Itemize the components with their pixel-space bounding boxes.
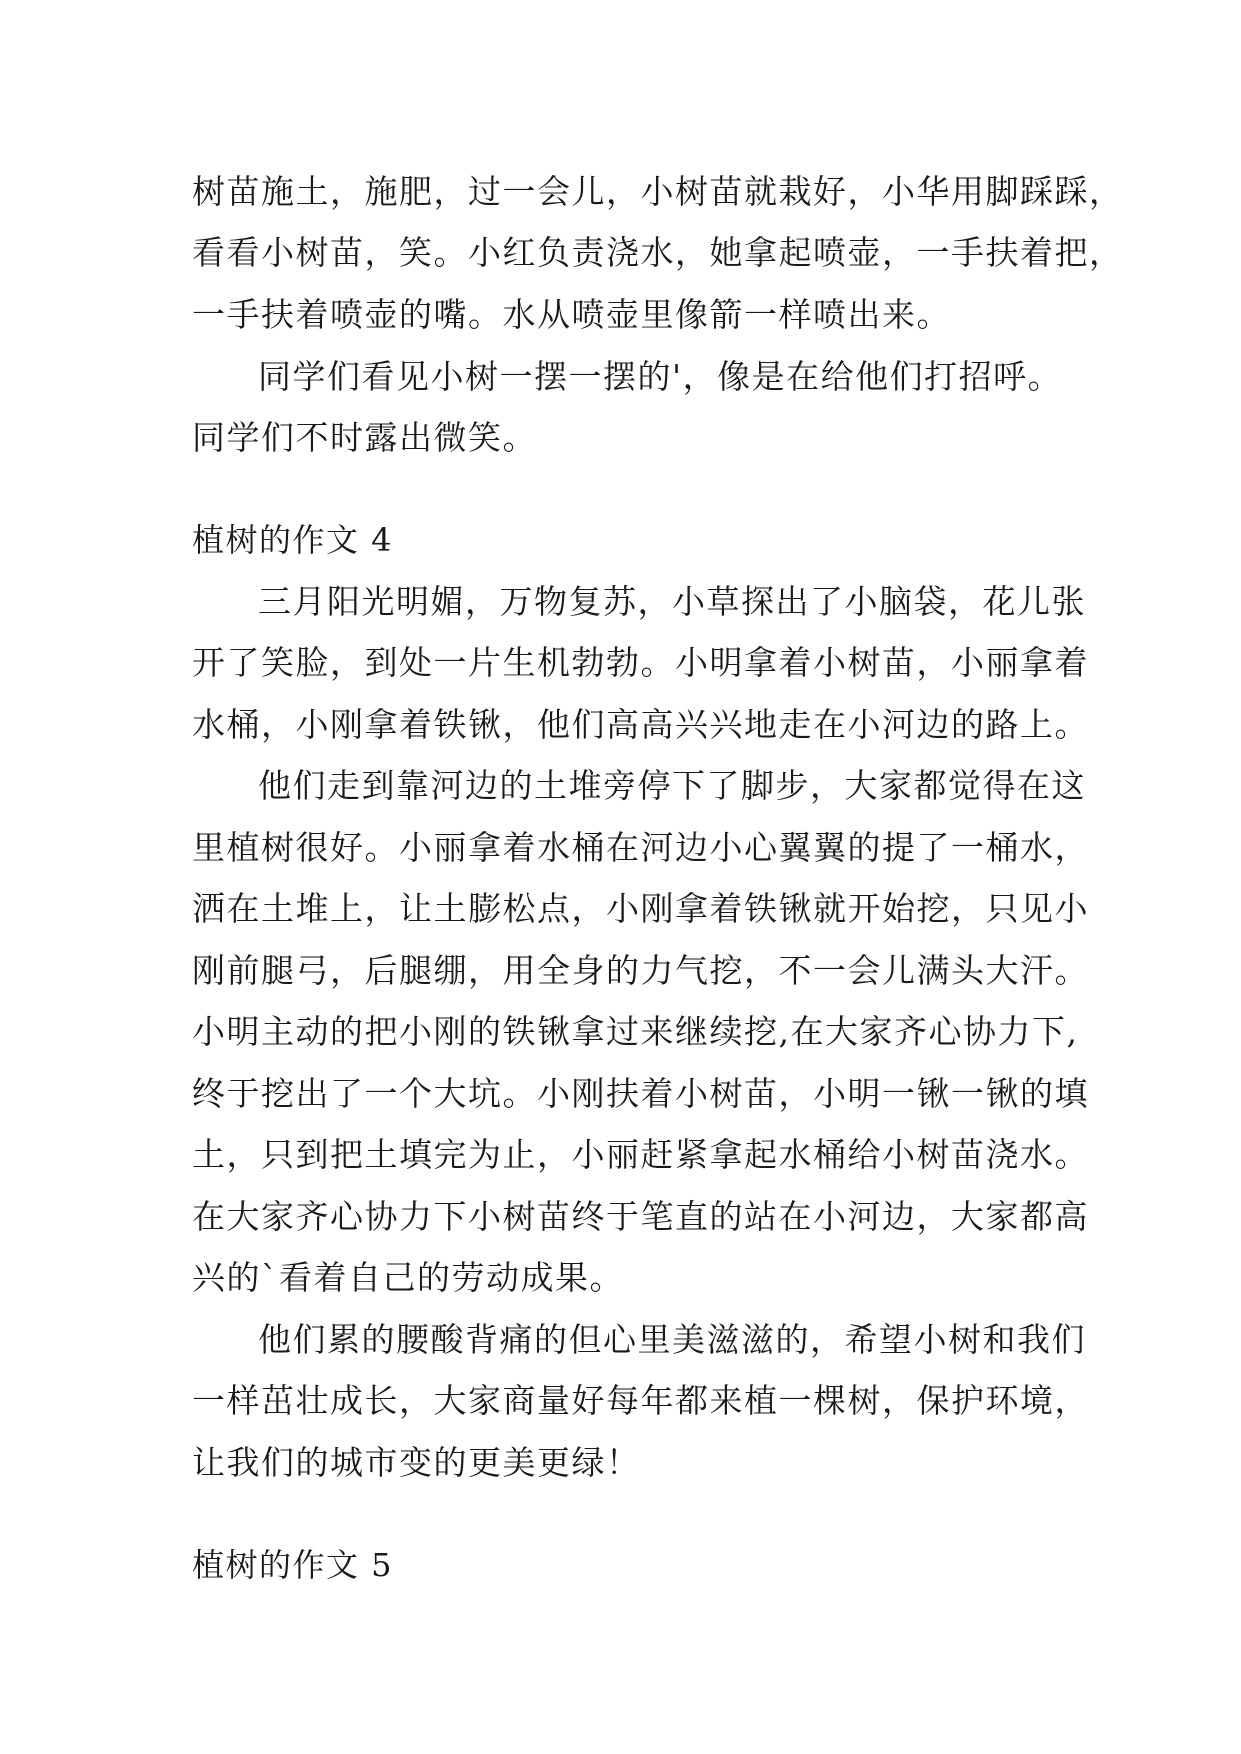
paragraph-line: 让我们的城市变的更美更绿！: [192, 1443, 641, 1482]
paragraph-line: 终于挖出了一个大坑。小刚扶着小树苗，小明一锹一锹的填: [192, 1074, 1089, 1113]
paragraph-line: 同学们不时露出微笑。: [192, 418, 537, 457]
paragraph-line: 在大家齐心协力下小树苗终于笔直的站在小河边，大家都高: [192, 1197, 1089, 1236]
paragraph-line: 他们走到靠河边的土堆旁停下了脚步，大家都觉得在这: [258, 766, 1086, 805]
paragraph-line: 开了笑脸，到处一片生机勃勃。小明拿着小树苗，小丽拿着: [192, 643, 1089, 682]
paragraph-line: 里植树很好。小丽拿着水桶在河边小心翼翼的提了一桶水，: [192, 828, 1089, 867]
paragraph-line: 刚前腿弓，后腿绷，用全身的力气挖，不一会儿满头大汗。: [192, 951, 1089, 990]
paragraph-line: 三月阳光明媚，万物复苏，小草探出了小脑袋，花儿张: [258, 582, 1086, 621]
paragraph-line: 同学们看见小树一摆一摆的'，像是在给他们打招呼。: [258, 357, 1063, 396]
paragraph-line: 小明主动的把小刚的铁锹拿过来继续挖,在大家齐心协力下,: [192, 1012, 1079, 1051]
paragraph-line: 一手扶着喷壶的嘴。水从喷壶里像箭一样喷出来。: [192, 295, 951, 334]
paragraph-line: 他们累的腰酸背痛的但心里美滋滋的，希望小树和我们: [258, 1320, 1086, 1359]
paragraph-line: 土，只到把土填完为止，小丽赶紧拿起水桶给小树苗浇水。: [192, 1135, 1089, 1174]
paragraph-line: 树苗施土，施肥，过一会儿，小树苗就栽好，小华用脚踩踩，: [192, 172, 1124, 211]
paragraph-line: 水桶，小刚拿着铁锹，他们高高兴兴地走在小河边的路上。: [192, 705, 1089, 744]
paragraph-line: 一样茁壮成长，大家商量好每年都来植一棵树，保护环境，: [192, 1381, 1089, 1420]
section-heading: 植树的作文 4: [192, 521, 394, 559]
paragraph-line: 兴的`看着自己的劳动成果。: [192, 1258, 624, 1297]
paragraph-line: 洒在土堆上，让土膨松点，小刚拿着铁锹就开始挖，只见小: [192, 889, 1089, 928]
section-heading: 植树的作文 5: [192, 1546, 394, 1584]
paragraph-line: 看看小树苗，笑。小红负责浇水，她拿起喷壶，一手扶着把，: [192, 233, 1124, 272]
